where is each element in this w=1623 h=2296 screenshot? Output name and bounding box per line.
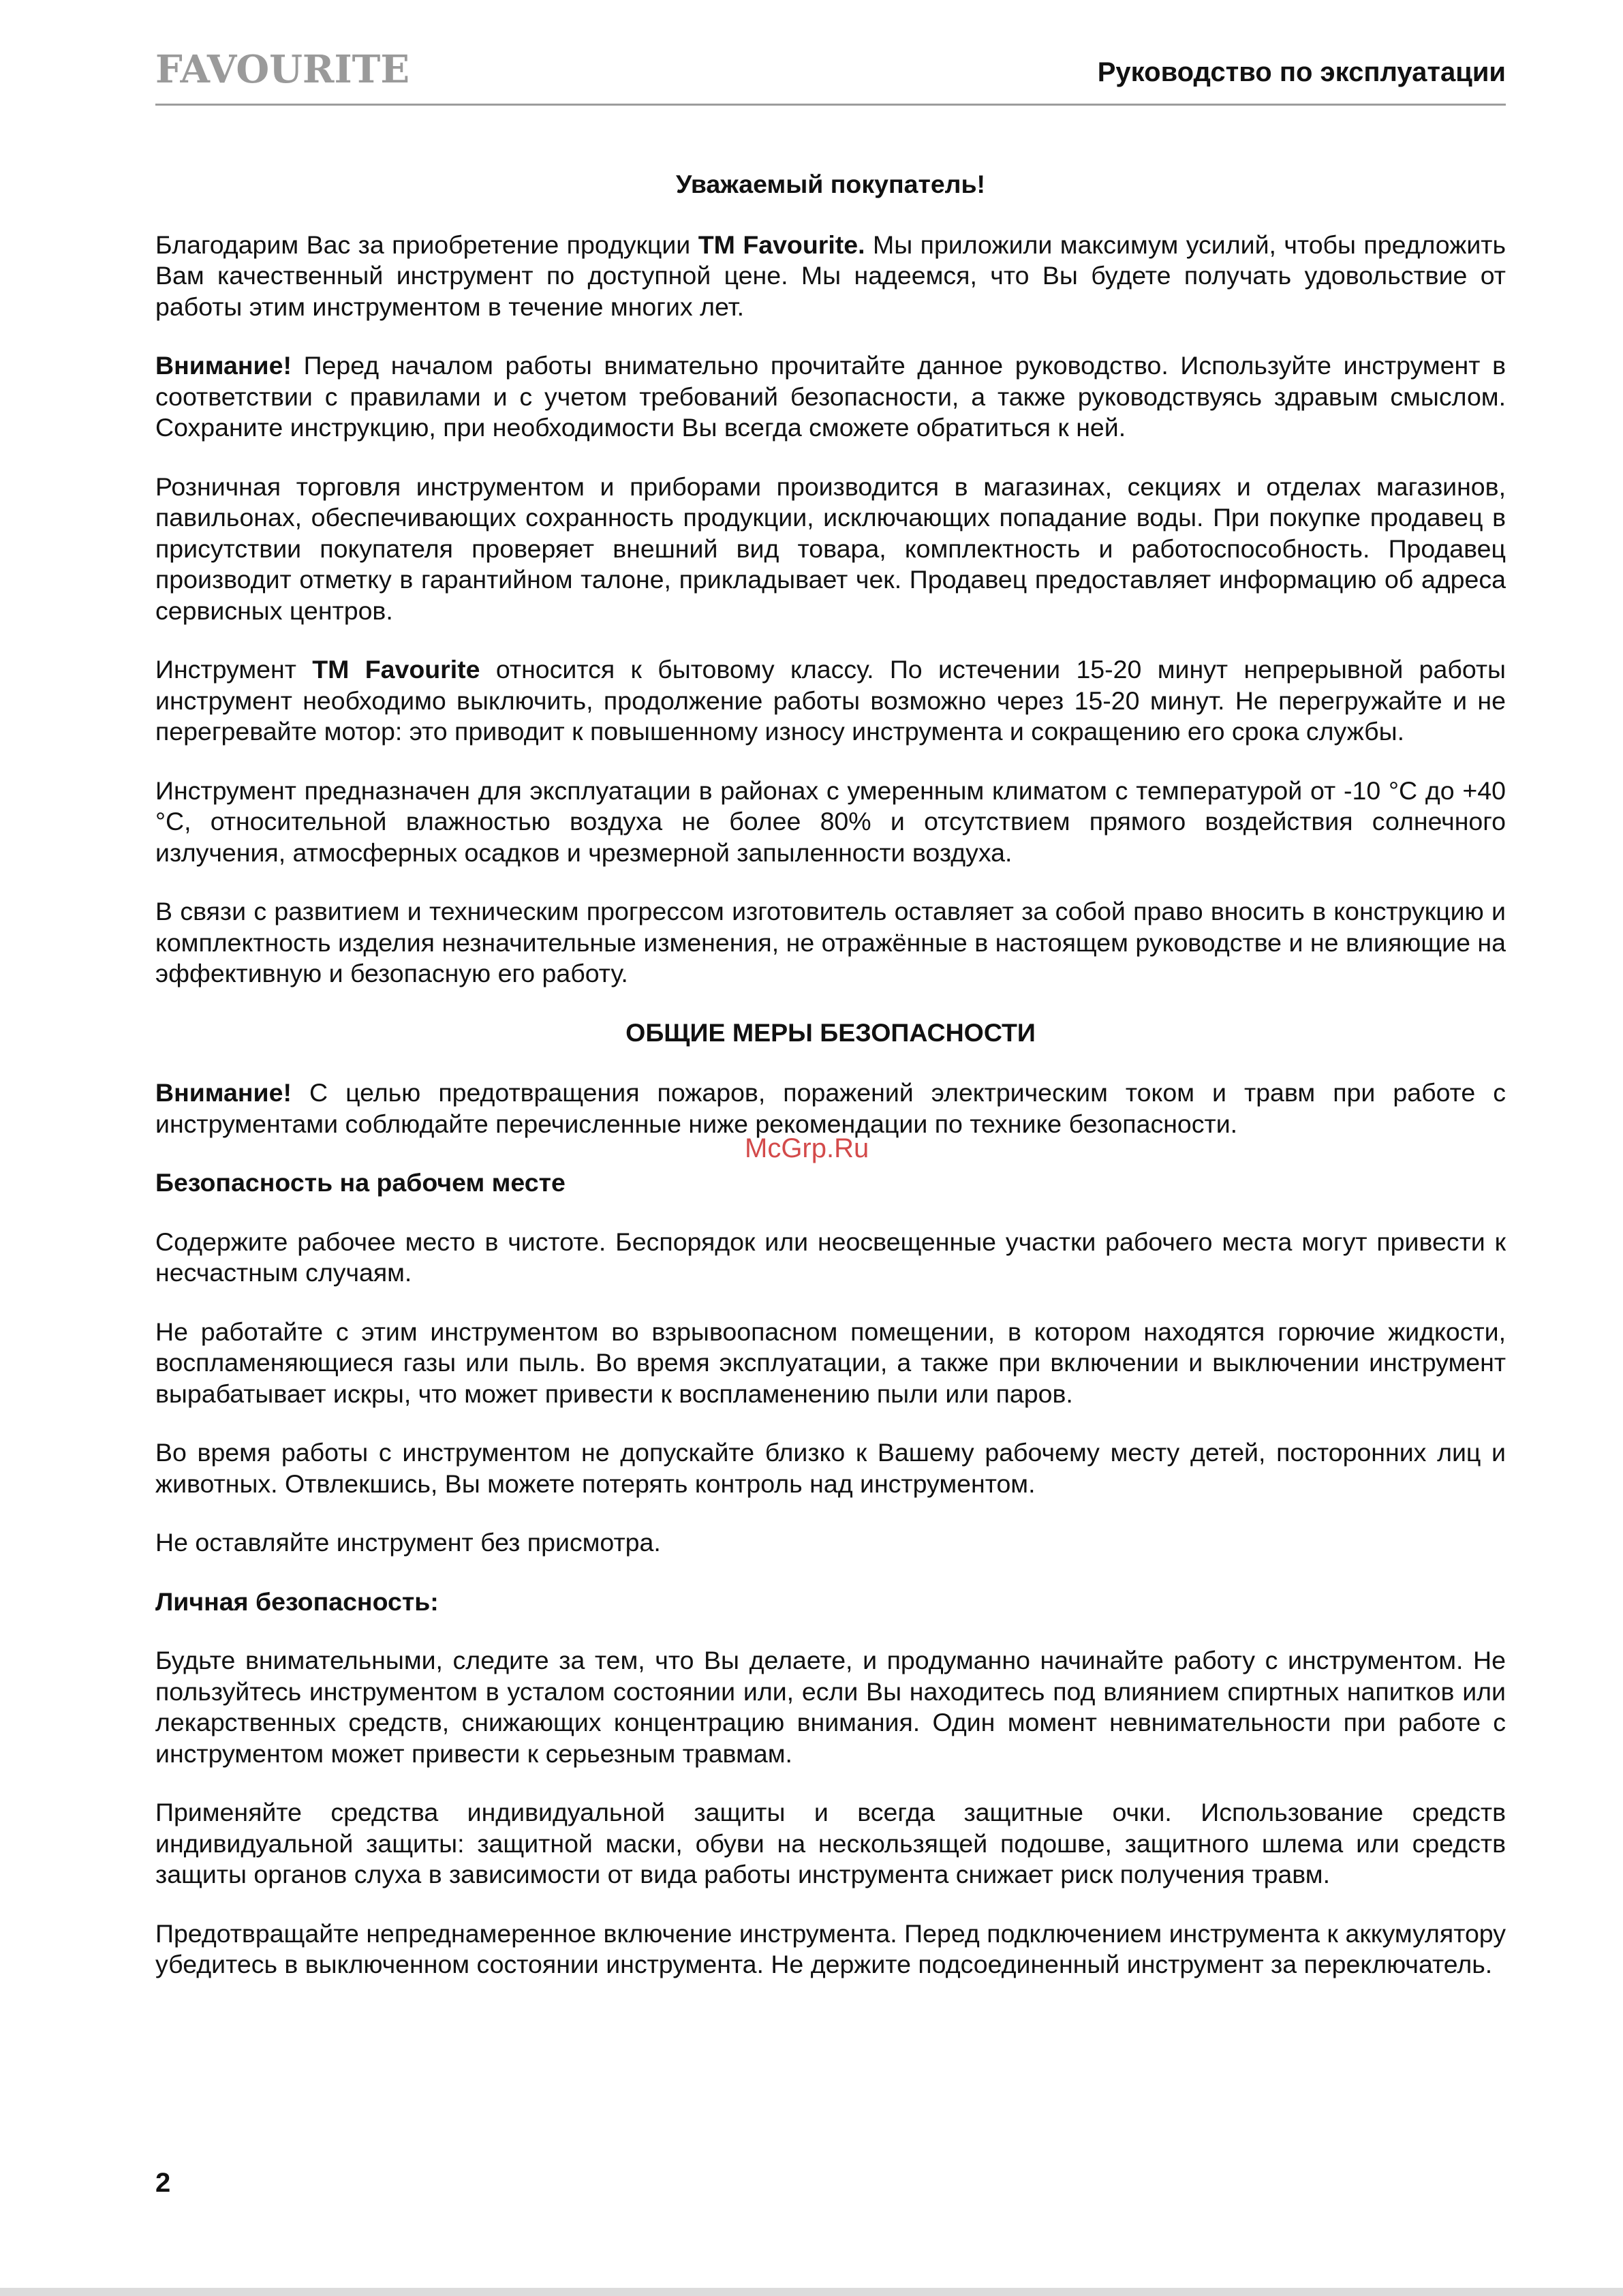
- document-title: Руководство по эксплуатации: [1097, 57, 1506, 87]
- thanks-text-end: Мы приложили максимум усилий, чтобы предложить Вам качественный инструмент по доступной цене. Мы надеемся, что Вы будете получать удовольствие от работы этим инструментом в течение многих лет.: [155, 230, 1506, 321]
- safety-warning-text: С целью предотвращения пожаров, поражений электрическим током и травм при работе с инструментами соблюдайте перечисленные ниже рекомендации по технике безопасности.: [155, 1078, 1506, 1138]
- paragraph-safety-warning: [155, 1077, 1506, 1139]
- paragraph-workplace-explosive: Не работайте с этим инструментом во взрывоопасном помещении, в котором находятся горючие жидкости, воспламеняющиеся газы или пыль. Во время эксплуатации, а также при включении и выключении инструмент вырабатывает искры, что может привести к воспламенению пыли или паров.: [155, 1317, 1506, 1408]
- paragraph-personal-attention: Будьте внимательными, следите за тем, что Вы делаете, и продуманно начинайте работу с инструментом. Не пользуйтесь инструментом в усталом состоянии или, если Вы находитесь под влиянием спиртных напитков или лекарственных средств, снижающих концентрацию внимания. Один момент невнимательности при работе с инструментом может привести к серьезным травмам.: [155, 1646, 1506, 1768]
- paragraph-retail: Розничная торговля инструментом и приборами производится в магазинах, секциях и отделах магазинов, павильонах, обеспечивающих сохранность продукции, исключающих попадание воды. При покупке продавец в присутствии покупателя проверяет внешний вид товара, комплектность и работоспособность. Продавец производит отметку в гарантийном талоне, прикладывает чек. Продавец предоставляет информацию об адреса сервисных центров.: [155, 472, 1506, 625]
- personal-safety-heading: Личная безопасность:: [155, 1587, 439, 1616]
- brand-name-bold: TM Favourite.: [698, 230, 865, 259]
- page-header: [155, 42, 1506, 105]
- safety-warning-label: Внимание!: [155, 1078, 292, 1107]
- paragraph-climate: Инструмент предназначен для эксплуатации в районах с умеренным климатом с температурой от -10 °С до +40 °С, относительной влажностью воздуха не более 80% и отсутствием прямого воздействия солнечного излучения, атмосферных осадков и чрезмерной запыленности воздуха.: [155, 776, 1506, 867]
- workplace-safety-heading: Безопасность на рабочем месте: [155, 1168, 566, 1197]
- paragraph-workplace-children: Во время работы с инструментом не допускайте близко к Вашему рабочему месту детей, посторонних лиц и животных. Отвлекшись, Вы можете потерять контроль над инструментом.: [155, 1438, 1506, 1498]
- header-divider: [155, 104, 1506, 106]
- household-text-start: Инструмент: [155, 655, 313, 684]
- brand-name-bold: TM Favourite: [312, 655, 480, 684]
- household-text-end: относится к бытовому классу. По истечении 15-20 минут непрерывной работы инструмент необходимо выключить, продолжение работы возможно через 15-20 минут. Не перегружайте и не перегревайте мотор: это приводит к повышенному износу инструмента и сокращению его срока службы.: [155, 655, 1506, 746]
- watermark-text: McGrp.Ru: [745, 1133, 869, 1163]
- page-number: 2: [155, 2168, 171, 2198]
- paragraph-household-class: [155, 654, 1506, 748]
- attention-label: Внимание!: [155, 351, 292, 380]
- brand-logo: FAVOURITE: [155, 47, 410, 92]
- paragraph-thanks: [155, 230, 1506, 323]
- thanks-text-start: Благодарим Вас за приобретение продукции: [155, 230, 698, 259]
- paragraph-personal-protection: Применяйте средства индивидуальной защиты и всегда защитные очки. Использование средств индивидуальной защиты: защитной маски, обуви на нескользящей подошве, защитного шлема или средств защиты органов слуха в зависимости от вида работы инструмента снижает риск получения травм.: [155, 1798, 1506, 1888]
- page-bottom-edge: [0, 2288, 1623, 2296]
- paragraph-workplace-clean: Содержите рабочее место в чистоте. Беспорядок или неосвещенные участки рабочего места могут привести к несчастным случаям.: [155, 1227, 1506, 1287]
- paragraph-changes: В связи с развитием и техническим прогрессом изготовитель оставляет за собой право вносить в конструкцию и комплектность изделия незначительные изменения, не отражённые в настоящем руководстве и не влияющие на эффективную и безопасную его работу.: [155, 897, 1506, 988]
- page-content: [155, 169, 1506, 2008]
- paragraph-workplace-unattended: Не оставляйте инструмент без присмотра.: [155, 1528, 661, 1557]
- paragraph-personal-switch: Предотвращайте непреднамеренное включение инструмента. Перед подключением инструмента к аккумулятору убедитесь в выключенном состоянии инструмента. Не держите подсоединенный инструмент за переключатель.: [155, 1918, 1506, 1978]
- greeting-title: Уважаемый покупатель!: [675, 170, 986, 198]
- attention-text: Перед началом работы внимательно прочитайте данное руководство. Используйте инструмент в соответствии с правилами и с учетом требований безопасности, а также руководствуясь здравым смыслом. Сохраните инструкцию, при необходимости Вы всегда сможете обратиться к ней.: [155, 351, 1506, 442]
- safety-section-title: ОБЩИЕ МЕРЫ БЕЗОПАСНОСТИ: [625, 1017, 1036, 1047]
- paragraph-attention: [155, 350, 1506, 444]
